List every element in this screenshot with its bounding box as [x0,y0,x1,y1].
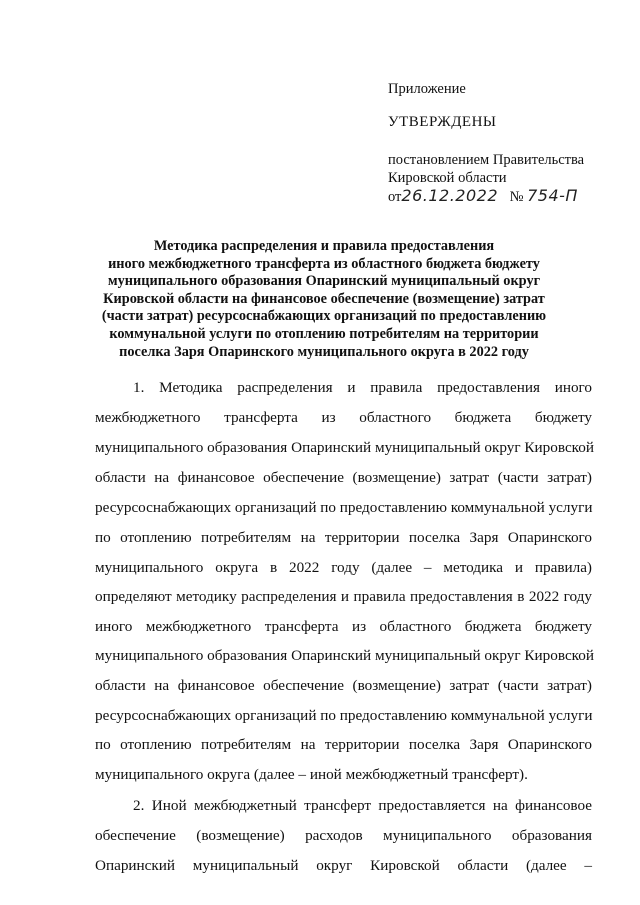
handwritten-number: 754-П [527,186,578,205]
handwritten-date: 26.12.2022 [401,186,499,205]
title-line: муниципального образования Опаринский муниципальный округ [107,273,541,290]
body-line: по отоплению потребителям на территории поселка Заря Опаринского [95,736,592,753]
body-line: области на финансовое обеспечение (возмещение) затрат (части затрат) [95,677,592,694]
body-line: иного межбюджетного трансферта из областного бюджета бюджету [95,618,592,635]
title-line: иного межбюджетного трансферта из областного бюджета бюджету [108,255,540,272]
body-line: муниципального округа (далее – иной межбюджетный трансферт). [95,766,528,783]
body-line: обеспечение (возмещение) расходов муниципального образования [95,827,592,844]
decree-line-1: постановлением Правительства [388,152,585,168]
body-line: муниципального образования Опаринский муниципальный округ Кировской [95,647,595,664]
number-prefix: № [509,189,524,205]
body-line: 1. Методика распределения и правила предоставления иного [133,379,592,396]
title-line: (части затрат) ресурсоснабжающих организаций по предоставлению [101,308,547,325]
title-line: поселка Заря Опаринского муниципального округа в 2022 году [119,343,529,360]
body-line: ресурсоснабжающих организаций по предоставлению коммунальной услуги [95,499,593,516]
body-line: по отоплению потребителям на территории поселка Заря Опаринского [95,529,592,546]
decree-reference [388,151,628,187]
decree-date-number [388,186,578,206]
body-line: области на финансовое обеспечение (возмещение) затрат (части затрат) [95,469,592,486]
body-line: определяют методику распределения и правила предоставления в 2022 году [95,588,592,605]
body-line: ресурсоснабжающих организаций по предоставлению коммунальной услуги [95,707,593,724]
body-line: муниципального образования Опаринский муниципальный округ Кировской [95,439,595,456]
body-line: межбюджетного трансферта из областного бюджета бюджету [95,409,592,426]
appendix-label: Приложение [388,81,466,97]
body-line: 2. Иной межбюджетный трансферт предоставляется на финансовое [133,797,592,814]
body-line: муниципального округа в 2022 году (далее – методика и правила) [95,559,592,576]
title-line: коммунальной услуги по отоплению потребителям на территории [109,325,539,342]
date-prefix: от [388,189,402,205]
body-line: Опаринский муниципальный округ Кировской области (далее – [95,857,592,874]
title-line: Методика распределения и правила предоставления [153,238,495,254]
title-line: Кировской области на финансовое обеспечение (возмещение) затрат [103,290,545,307]
decree-line-2: Кировской области [388,170,507,186]
approved-label: УТВЕРЖДЕНЫ [388,114,497,130]
document-title [90,238,558,361]
